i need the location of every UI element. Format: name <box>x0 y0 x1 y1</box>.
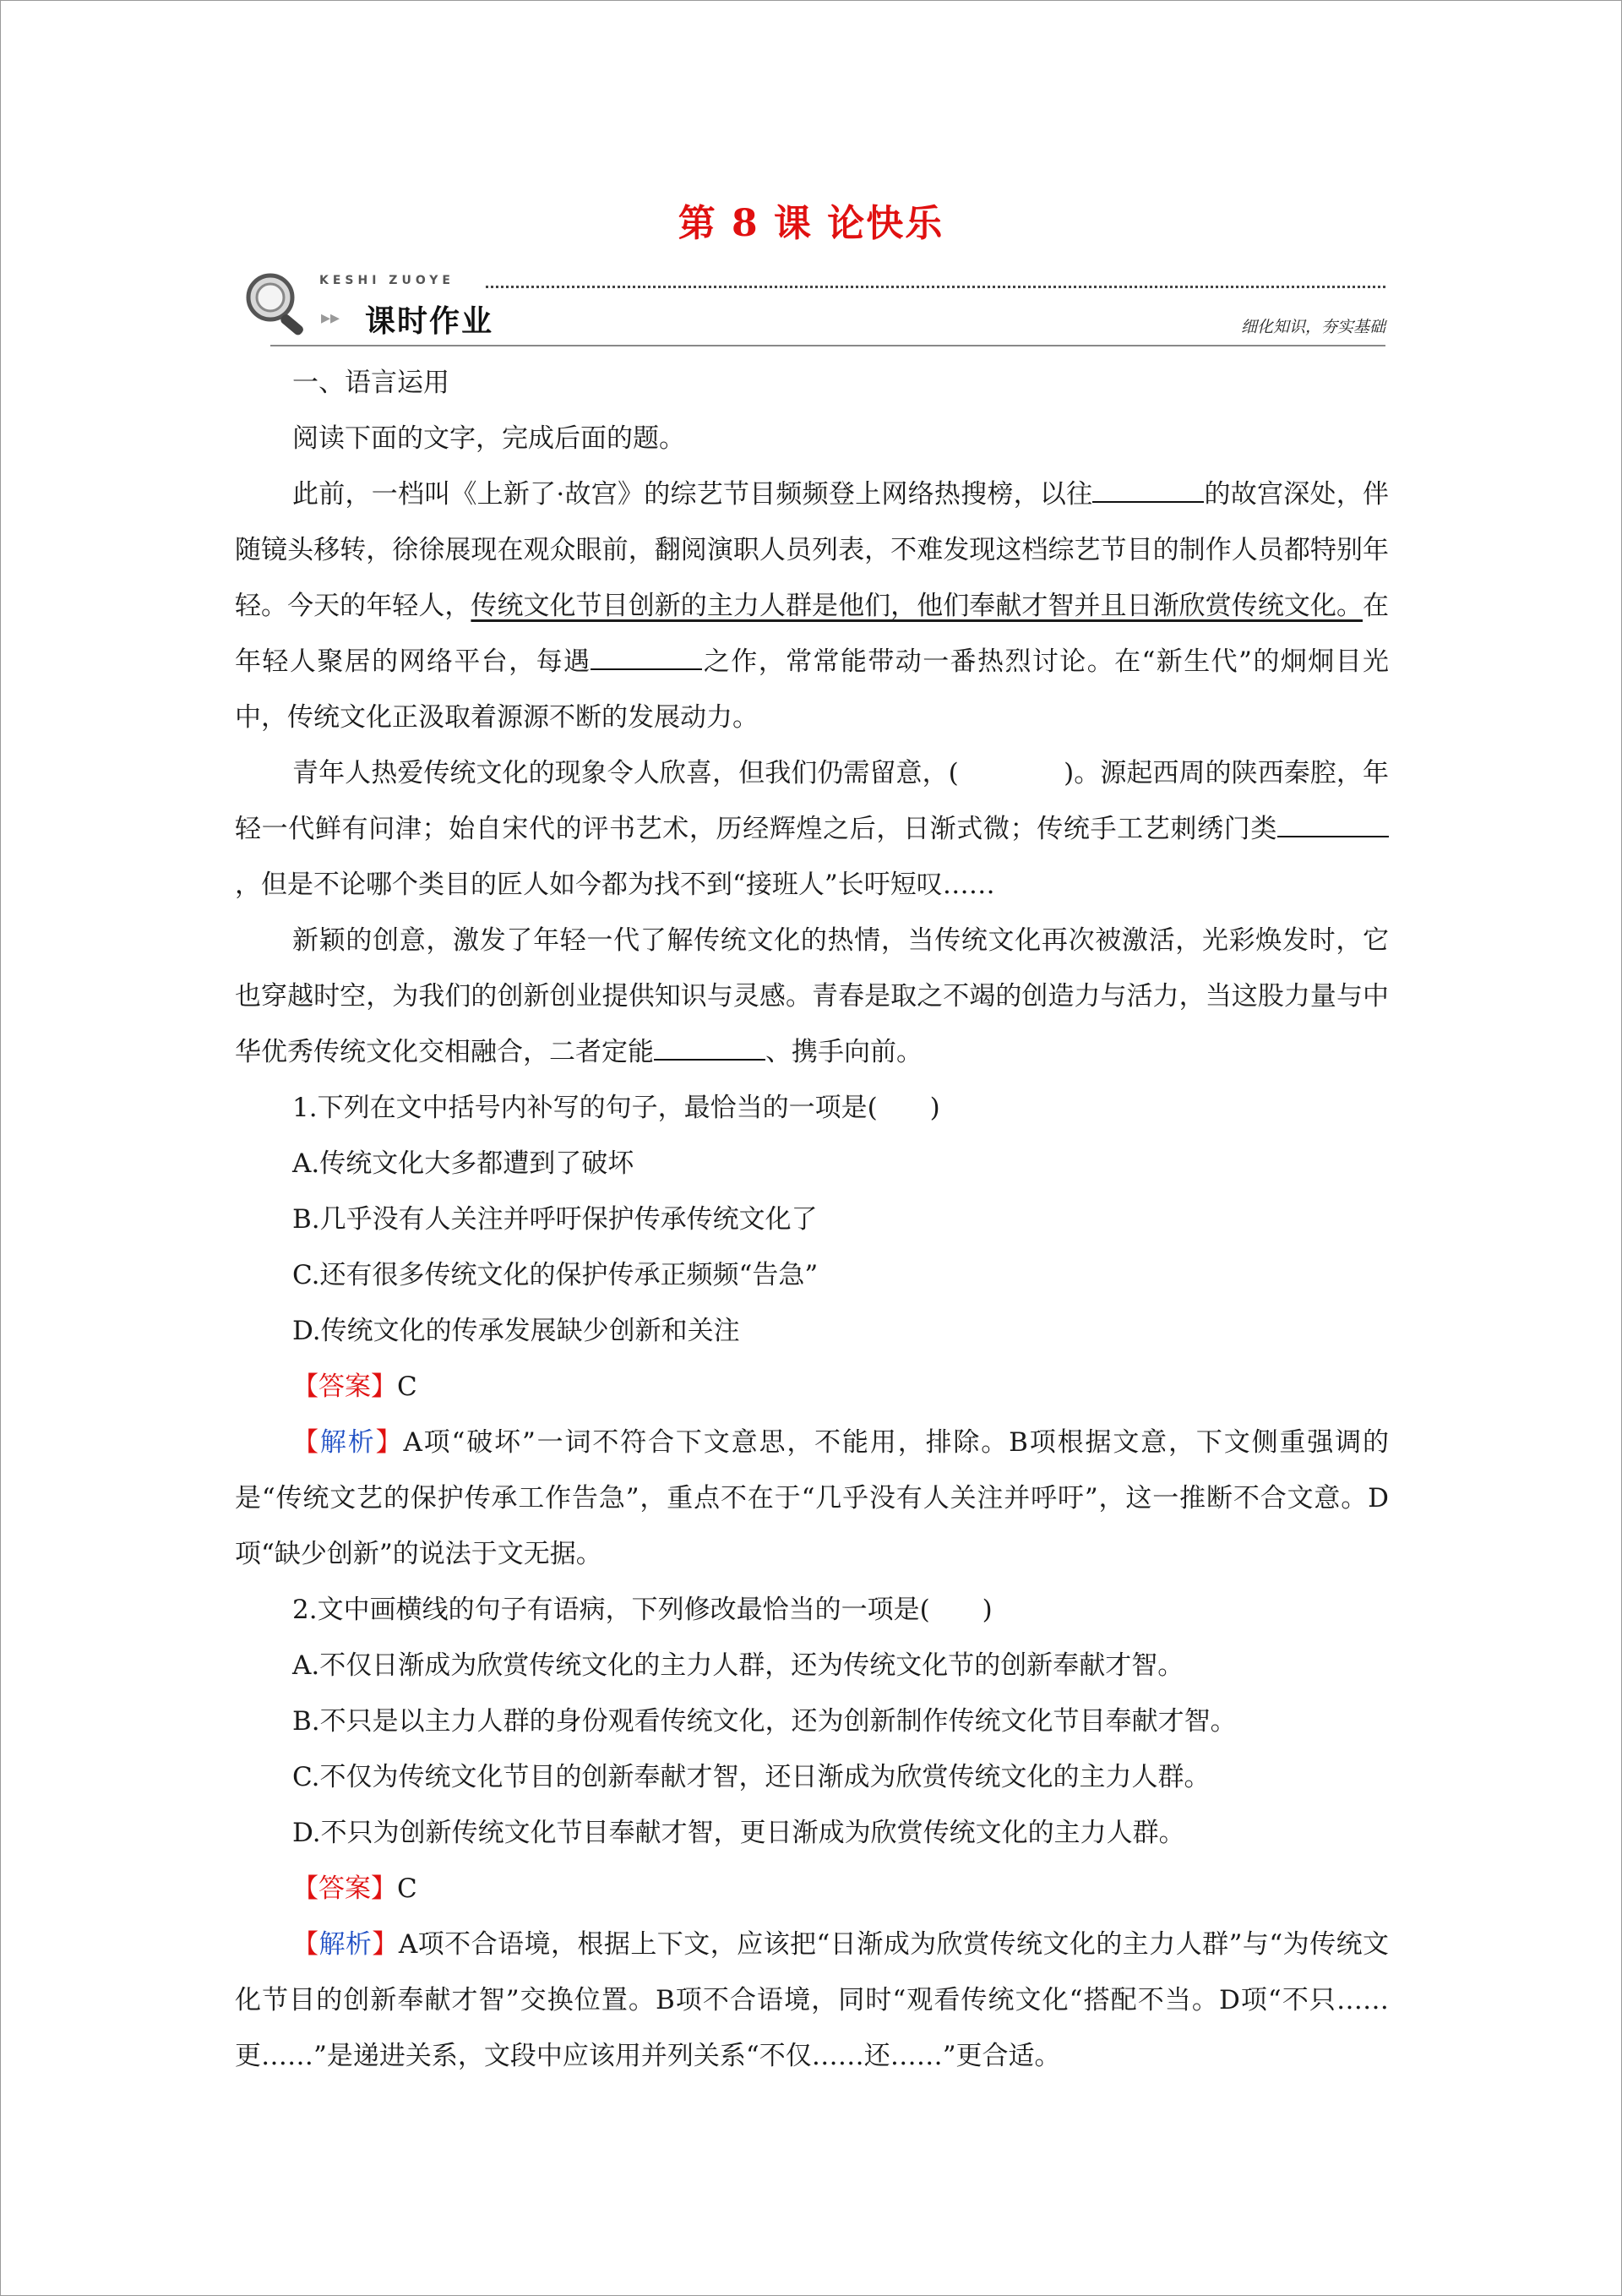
banner-underline <box>270 345 1385 346</box>
analysis-label: 解析 <box>319 1427 376 1458</box>
answer-label: 【答案】 <box>292 1372 397 1402</box>
banner-subtitle: KESHI ZUOYE <box>319 274 454 287</box>
fill-blank-1 <box>1092 476 1204 503</box>
question-2-option-c: C.不仅为传统文化节目的创新奉献才智，还日渐成为欣赏传统文化的主力人群。 <box>292 1762 1211 1792</box>
question-1-stem: 1.下列在文中括号内补写的句子，最恰当的一项是( ) <box>292 1093 940 1123</box>
question-1-option-b: B.几乎没有人关注并呼吁保护传承传统文化了 <box>292 1204 818 1235</box>
underlined-sentence: 传统文化节目创新的主力人群是他们，他们奉献才智并且日渐欣赏传统文化。 <box>471 591 1363 621</box>
question-2-option-d: D.不只为创新传统文化节目奉献才智，更日渐成为欣赏传统文化的主力人群。 <box>292 1818 1185 1848</box>
question-1-answer: 【答案】C <box>292 1372 417 1402</box>
question-2-option-b: B.不只是以主力人群的身份观看传统文化，还为创新制作传统文化节目奉献才智。 <box>292 1706 1237 1737</box>
analysis-label: 解析 <box>318 1929 373 1960</box>
section-heading: 一、语言运用 <box>292 368 449 398</box>
section-banner <box>237 267 1385 346</box>
passage-paragraph-2: 青年人热爱传统文化的现象令人欣喜，但我们仍需留意，( )。源起西周的陕西秦腔，年轻一代鲜有问津；始自宋代的评书艺术，历经辉煌之后，日渐式微；传统手工艺刺绣门类，但是不论哪个类目的匠人如今都为找不到“接班人”长吁短叹…… <box>235 758 1389 900</box>
question-2-stem: 2.文中画横线的句子有语病，下列修改最恰当的一项是( ) <box>292 1595 993 1625</box>
question-2-option-a: A.不仅日渐成为欣赏传统文化的主力人群，还为传统文化节的创新奉献才智。 <box>292 1650 1184 1681</box>
passage-paragraph-3: 新颖的创意，激发了年轻一代了解传统文化的热情，当传统文化再次被激活，光彩焕发时，它也穿越时空，为我们的创新创业提供知识与灵感。青春是取之不竭的创造力与活力，当这股力量与中华优秀传统文化交相融合，二者定能 、携手向前。 <box>235 925 1389 1067</box>
question-1-option-d: D.传统文化的传承发展缺少创新和关注 <box>292 1316 740 1346</box>
page-title: 第 8 课 论快乐 <box>678 202 944 245</box>
question-2-analysis: 【解析】A项不合语境，根据上下文，应该把“日渐成为欣赏传统文化的主力人群”与“为传统文化节目的创新奉献才智”交换位置。B项不合语境，同时“观看传统文化“搭配不当。D项“不只……更……”是递进关系，文段中应该用并列关系“不仅……还……”更合适。 <box>235 1929 1390 2071</box>
banner-arrows: ▸▸ <box>321 308 340 329</box>
instruction: 阅读下面的文字，完成后面的题。 <box>292 423 685 454</box>
question-1-option-a: A.传统文化大多都遭到了破坏 <box>292 1148 634 1179</box>
banner-dotted-line <box>486 286 1385 288</box>
question-1-option-c: C.还有很多传统文化的保护传承正频频“告急” <box>292 1260 819 1290</box>
fill-blank-4 <box>654 1033 765 1061</box>
magnifier-icon <box>237 267 318 343</box>
banner-slogan: 细化知识，夯实基础 <box>1240 318 1385 336</box>
fill-blank-2 <box>591 643 702 670</box>
answer-label: 【答案】 <box>292 1873 397 1904</box>
fill-blank-3 <box>1277 810 1389 837</box>
passage-paragraph-1: 此前，一档叫《上新了·故宫》的综艺节目频频登上网络热搜榜，以往 的故宫深处，伴随镜头移转，徐徐展现在观众眼前，翻阅演职人员列表，不难发现这档综艺节目的制作人员都特别年轻。今天的年轻人，传统文化节目创新的主力人群是他们，他们奉献才智并且日渐欣赏传统文化。在年轻人聚居的网络平台，每遇 之作，常常能带动一番热烈讨论。在“新生代”的炯炯目光中，传统文化正汲取着源源不断的发展动力。 <box>235 466 1389 745</box>
document-body <box>235 355 1389 2084</box>
question-1-analysis: 【解析】A项“破坏”一词不符合下文意思，不能用，排除。B项根据文意，下文侧重强调的是“传统文艺的保护传承工作告急”，重点不在于“几乎没有人关注并呼吁”，这一推断不合文意。D项“缺少创新”的说法于文无据。 <box>235 1427 1390 1569</box>
question-2-answer: 【答案】C <box>292 1873 417 1904</box>
banner-label: 课时作业 <box>365 304 494 339</box>
